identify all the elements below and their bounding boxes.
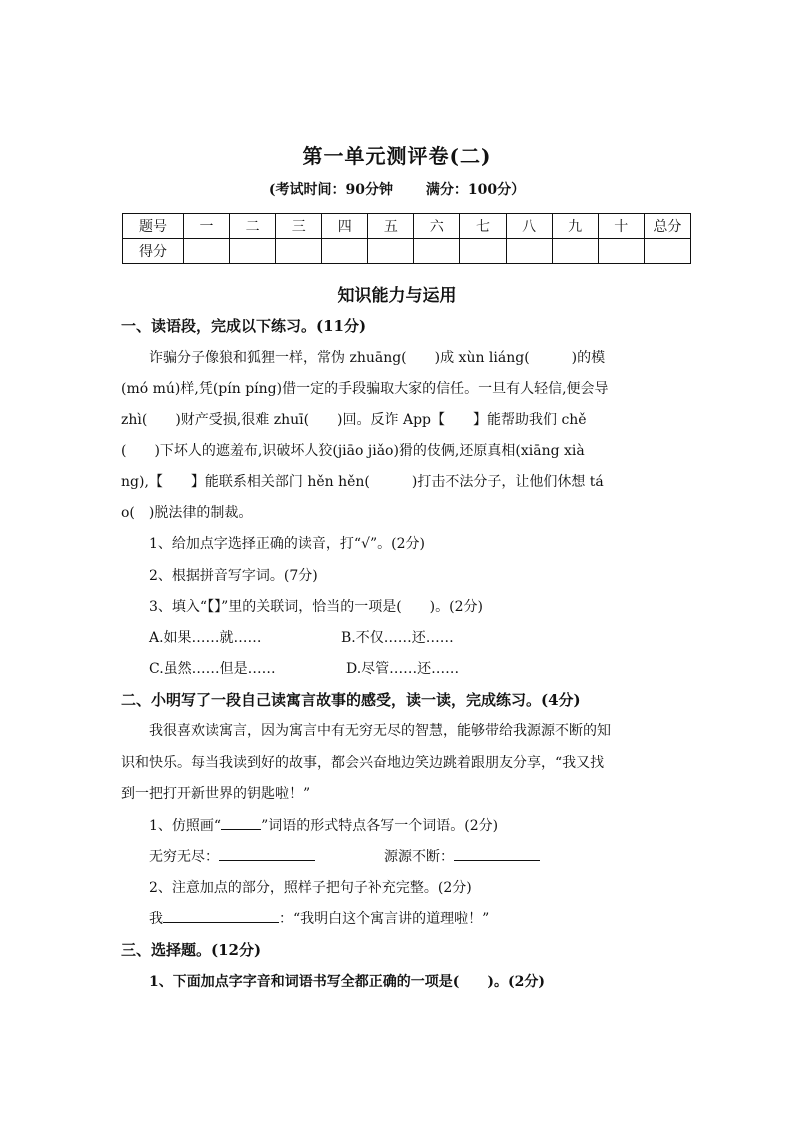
option-b[interactable]: B.不仅……还…… [341, 630, 454, 646]
score-cell: 四 [322, 214, 368, 239]
answer-blank[interactable] [219, 846, 315, 861]
sub-question-prefix: 1、仿照画“ [149, 818, 222, 834]
sub-question: 1、给加点字选择正确的读音，打“√”。(2分) [149, 536, 425, 552]
score-entry-cell[interactable] [230, 239, 276, 264]
passage-line: 到一把打开新世界的钥匙啦！” [121, 786, 311, 802]
section-heading: 知识能力与运用 [337, 286, 457, 306]
passage-line: 识和快乐。每当我读到好的故事，都会兴奋地边笑边跳着跟朋友分享，“我又找 [121, 755, 605, 771]
score-cell: 题号 [123, 214, 184, 239]
sentence-start: 我 [149, 911, 163, 927]
word-answer-1 [149, 846, 315, 866]
question-2-heading: 二、小明写了一段自己读寓言故事的感受，读一读，完成练习。(4分) [121, 691, 581, 709]
option-a[interactable]: A.如果……就…… [149, 630, 262, 646]
word-label: 源源不断： [384, 849, 454, 865]
score-cell: 十 [598, 214, 644, 239]
score-table [122, 213, 691, 264]
score-cell: 六 [414, 214, 460, 239]
score-entry-cell[interactable] [322, 239, 368, 264]
underline-sample [221, 815, 261, 830]
example-sentence [149, 908, 489, 928]
score-entry-cell[interactable] [552, 239, 598, 264]
score-cell: 五 [368, 214, 414, 239]
sub-question-suffix: ”词语的形式特点各写一个词语。(2分) [261, 818, 499, 834]
question-1-heading: 一、读语段，完成以下练习。(11分) [121, 317, 367, 335]
score-entry-cell[interactable] [368, 239, 414, 264]
sub-question [149, 815, 704, 835]
score-entry-cell[interactable] [644, 239, 690, 264]
score-cell: 三 [276, 214, 322, 239]
score-table-header-row [123, 214, 691, 239]
passage-line: ng),【 】能联系相关部门 hěn hěn( )打击不法分子，让他们休想 tá [121, 474, 604, 490]
score-cell: 二 [230, 214, 276, 239]
score-entry-cell[interactable] [598, 239, 644, 264]
page-title: 第一单元测评卷(二) [302, 144, 492, 168]
score-cell: 七 [460, 214, 506, 239]
answer-blank[interactable] [454, 846, 540, 861]
sub-question: 2、根据拼音写字词。(7分) [149, 568, 318, 584]
score-entry-cell[interactable] [460, 239, 506, 264]
word-label: 无穷无尽： [149, 849, 219, 865]
exam-time: (考试时间：90分钟 [268, 182, 393, 198]
exam-full-score: 满分：100分） [425, 182, 526, 198]
option-d[interactable]: D.尽管……还…… [346, 661, 460, 677]
passage-line: 诈骗分子像狼和狐狸一样，常伪 zhuāng( )成 xùn liáng( )的模 [149, 350, 606, 366]
exam-info [0, 179, 794, 199]
score-row-label: 得分 [123, 239, 184, 264]
score-table-score-row [123, 239, 691, 264]
sub-question: 1、下面加点字字音和词语书写全都正确的一项是( )。(2分) [149, 974, 545, 990]
word-answer-2 [384, 846, 540, 866]
score-entry-cell[interactable] [276, 239, 322, 264]
score-cell: 八 [506, 214, 552, 239]
score-cell: 一 [184, 214, 230, 239]
sub-question: 3、填入“【】”里的关联词，恰当的一项是( )。(2分) [149, 599, 483, 615]
sentence-end: ：“我明白这个寓言讲的道理啦！” [279, 911, 490, 927]
passage-line: 我很喜欢读寓言，因为寓言中有无穷无尽的智慧，能够带给我源源不断的知 [149, 723, 611, 739]
passage-line: o( )脱法律的制裁。 [121, 505, 253, 521]
score-cell: 九 [552, 214, 598, 239]
score-entry-cell[interactable] [506, 239, 552, 264]
passage-line: (mó mú)样,凭(pín píng)借一定的手段骗取大家的信任。一旦有人轻信,便会导 [121, 381, 609, 397]
option-c[interactable]: C.虽然……但是…… [149, 661, 276, 677]
passage-line: ( )下坏人的遮羞布,识破坏人狡(jiāo jiǎo)猾的伎俩,还原真相(xiāng xià [121, 443, 585, 459]
score-entry-cell[interactable] [184, 239, 230, 264]
question-3-heading: 三、选择题。(12分) [121, 941, 262, 959]
score-entry-cell[interactable] [414, 239, 460, 264]
sub-question: 2、注意加点的部分，照样子把句子补充完整。(2分) [149, 880, 472, 896]
score-cell: 总分 [644, 214, 690, 239]
answer-blank[interactable] [163, 908, 279, 923]
passage-line: zhì( )财产受损,很难 zhuī( )回。反诈 App【 】能帮助我们 chě [121, 412, 587, 428]
